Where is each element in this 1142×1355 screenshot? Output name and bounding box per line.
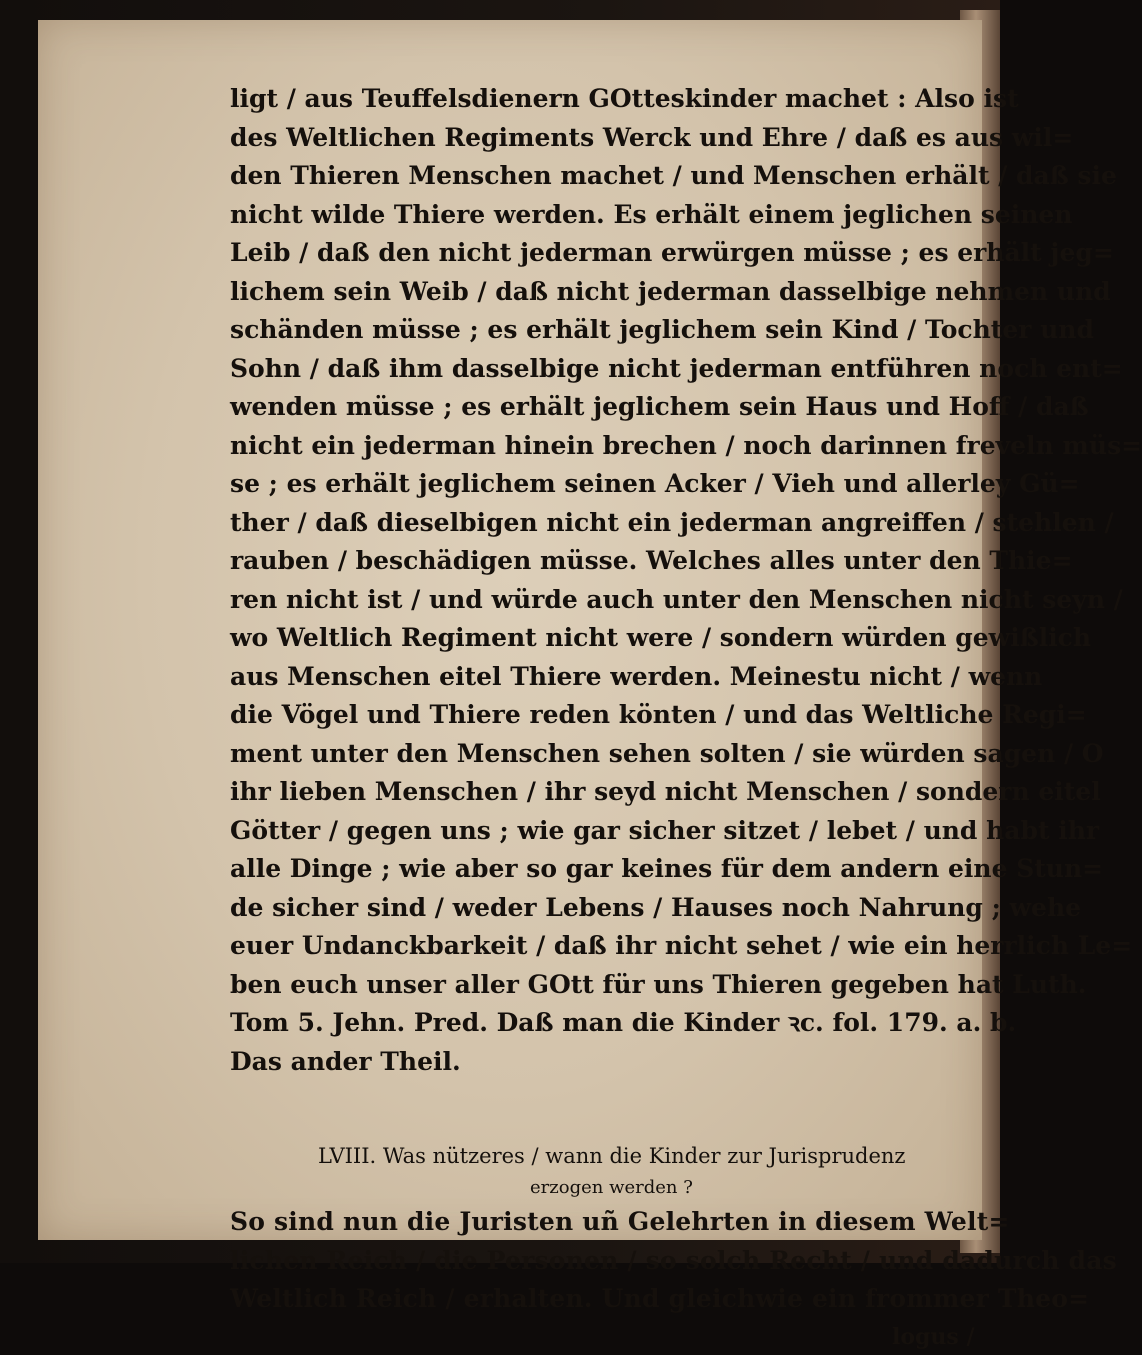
- text-line: Weltlich Reich / erhalten. Und gleichwie ein frommer Theo=: [230, 1284, 1090, 1313]
- text-line: se ; es erhält jeglichem seinen Acker / Vieh und allerley Gü=: [230, 469, 1080, 498]
- text-line: des Weltlichen Regiments Werck und Ehre / daß es aus wil=: [230, 122, 1074, 152]
- text-line: ther / daß dieselbigen nicht ein jederman angreiffen / stehlen /: [230, 507, 1114, 537]
- text-line: ben euch unser aller GOtt für uns Thieren gegeben hat Luth.: [230, 969, 1087, 999]
- catchword: logus /: [892, 1323, 975, 1350]
- chapter-heading: LVIII. Was nützeres / wann die Kinder zur Jurisprudenz: [318, 1144, 906, 1168]
- text-line: So sind nun die Juristen uñ Gelehrten in diesem Welt=: [230, 1207, 1010, 1236]
- text-line: wenden müsse ; es erhält jeglichem sein Haus und Hoff / daß: [230, 392, 1089, 421]
- paragraph-continued: [230, 80, 1142, 1081]
- text-line: lichem sein Weib / daß nicht jederman dasselbige nehmen und: [230, 276, 1111, 306]
- page-text: [230, 80, 1142, 1355]
- text-line: schänden müsse ; es erhält jeglichem sein Kind / Tochter und: [230, 315, 1094, 344]
- text-line: de sicher sind / weder Lebens / Hauses noch Nahrung ; wehe: [230, 892, 1082, 922]
- text-line: aus Menschen eitel Thiere werden. Meinestu nicht / wenn: [230, 661, 1043, 691]
- text-line: Das ander Theil.: [230, 1046, 461, 1076]
- text-line: Götter / gegen uns ; wie gar sicher sitzet / lebet / und habt ihr: [230, 815, 1100, 845]
- text-line: die Vögel und Thiere reden könten / und das Weltliche Regi=: [230, 700, 1087, 729]
- text-line: ment unter den Menschen sehen solten / sie würden sagen / O: [230, 738, 1104, 768]
- text-line: Leib / daß den nicht jederman erwürgen müsse ; es erhält jeg=: [230, 238, 1114, 267]
- text-line: lichen Reich / die Personen / so solch Recht / und dadurch das: [230, 1245, 1117, 1275]
- text-line: Sohn / daß ihm dasselbige nicht jederman entführen noch ent=: [230, 353, 1123, 383]
- chapter-heading-continuation: erzogen werden ?: [530, 1177, 693, 1198]
- text-line: Tom 5. Jehn. Pred. Daß man die Kinder ꝛc. fol. 179. a. b.: [230, 1008, 1017, 1037]
- chapter-body: [230, 1203, 1117, 1319]
- text-line: den Thieren Menschen machet / und Menschen erhält / daß sie: [230, 161, 1117, 190]
- text-line: wo Weltlich Regiment nicht were / sondern würden gewißlich: [230, 623, 1092, 652]
- text-line: ren nicht ist / und würde auch unter den Menschen nicht seyn /: [230, 584, 1123, 614]
- text-line: rauben / beschädigen müsse. Welches alles unter den Thie=: [230, 546, 1073, 575]
- text-line: euer Undanckbarkeit / daß ihr nicht sehet / wie ein herrlich Le=: [230, 931, 1133, 960]
- text-line: ihr lieben Menschen / ihr seyd nicht Menschen / sondern eitel: [230, 777, 1101, 806]
- text-line: nicht wilde Thiere werden. Es erhält einem jeglichen seinen: [230, 199, 1073, 229]
- text-line: ligt / aus Teuffelsdienern GOtteskinder machet : Also ist: [230, 84, 1019, 113]
- text-line: alle Dinge ; wie aber so gar keines für dem andern eine Stun=: [230, 854, 1104, 883]
- text-line: nicht ein jederman hinein brechen / noch darinnen freveln müs=: [230, 430, 1142, 460]
- book-page: [38, 20, 1142, 1350]
